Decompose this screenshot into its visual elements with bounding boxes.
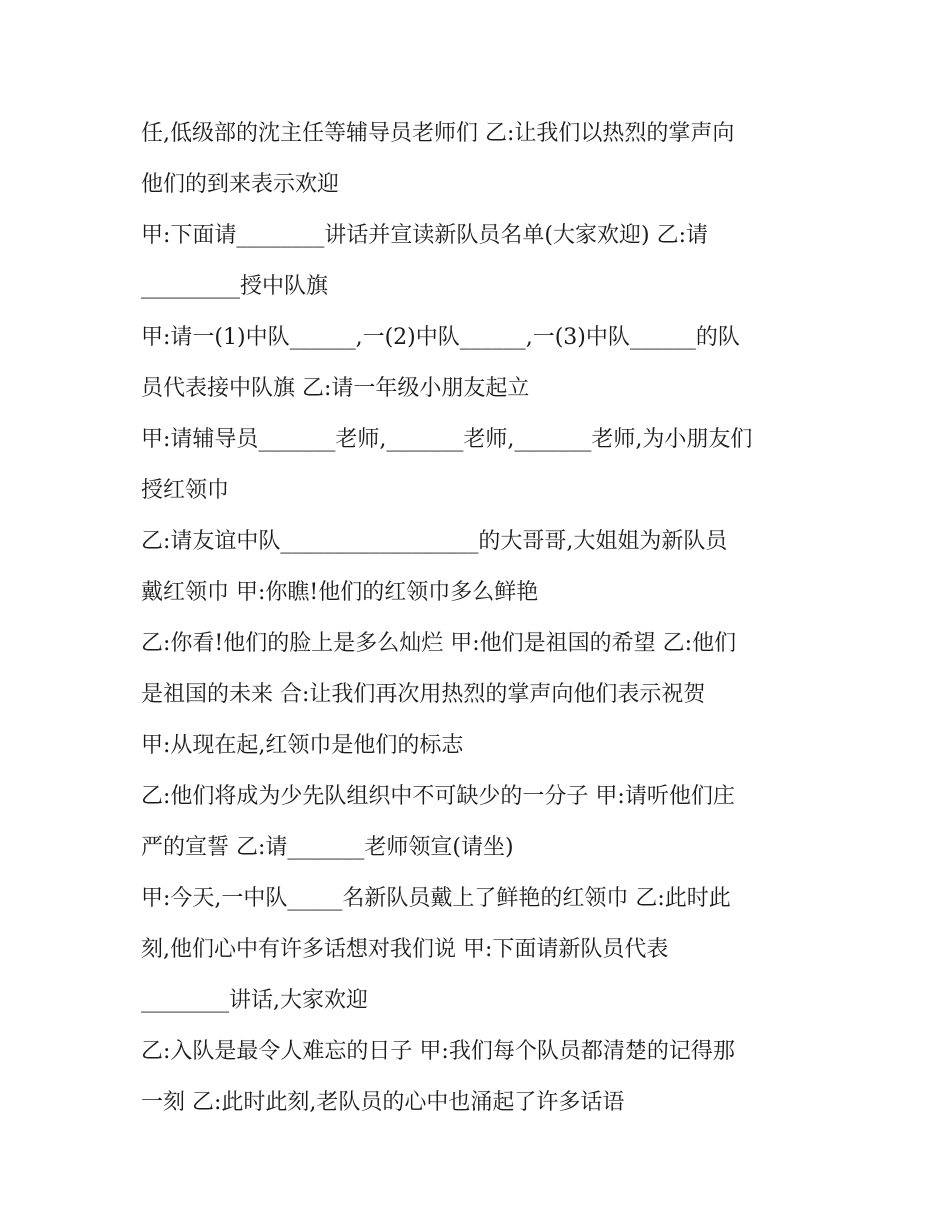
text-line-11: 乙:你看!他们的脸上是多么灿烂 甲:他们是祖国的希望 乙:他们 [141, 631, 737, 656]
text-line-5: 甲:请一(1)中队______,一(2)中队______,一(3)中队______的队 [141, 325, 740, 350]
text-line-10: 戴红领巾 甲:你瞧!他们的红领巾多么鲜艳 [141, 580, 539, 605]
text-line-16: 甲:今天,一中队_____名新队员戴上了鲜艳的红领巾 乙:此时此 [141, 886, 731, 911]
text-line-4: _________授中队旗 [141, 274, 329, 299]
text-line-8: 授红领巾 [141, 478, 230, 503]
text-line-14: 乙:他们将成为少先队组织中不可缺少的一分子 甲:请听他们庄 [141, 784, 735, 809]
text-line-19: 乙:入队是最令人难忘的日子 甲:我们每个队员都清楚的记得那 [141, 1039, 735, 1064]
text-line-7: 甲:请辅导员_______老师,_______老师,_______老师,为小朋友们 [141, 427, 753, 452]
text-line-13: 甲:从现在起,红领巾是他们的标志 [141, 733, 464, 758]
text-line-18: ________讲话,大家欢迎 [141, 988, 368, 1013]
text-line-20: 一刻 乙:此时此刻,老队员的心中也涌起了许多话语 [141, 1090, 625, 1115]
text-line-1: 任,低级部的沈主任等辅导员老师们 乙:让我们以热烈的掌声向 [141, 121, 735, 146]
text-line-9: 乙:请友谊中队__________________的大哥哥,大姐姐为新队员 [141, 529, 728, 554]
text-line-12: 是祖国的未来 合:让我们再次用热烈的掌声向他们表示祝贺 [141, 682, 706, 707]
text-line-17: 刻,他们心中有许多话想对我们说 甲:下面请新队员代表 [141, 937, 669, 962]
body-text [141, 108, 821, 1128]
text-line-2: 他们的到来表示欢迎 [141, 172, 340, 197]
text-line-6: 员代表接中队旗 乙:请一年级小朋友起立 [141, 376, 530, 401]
text-line-3: 甲:下面请________讲话并宣读新队员名单(大家欢迎) 乙:请 [141, 223, 708, 248]
text-line-15: 严的宣誓 乙:请_______老师领宣(请坐) [141, 835, 514, 860]
